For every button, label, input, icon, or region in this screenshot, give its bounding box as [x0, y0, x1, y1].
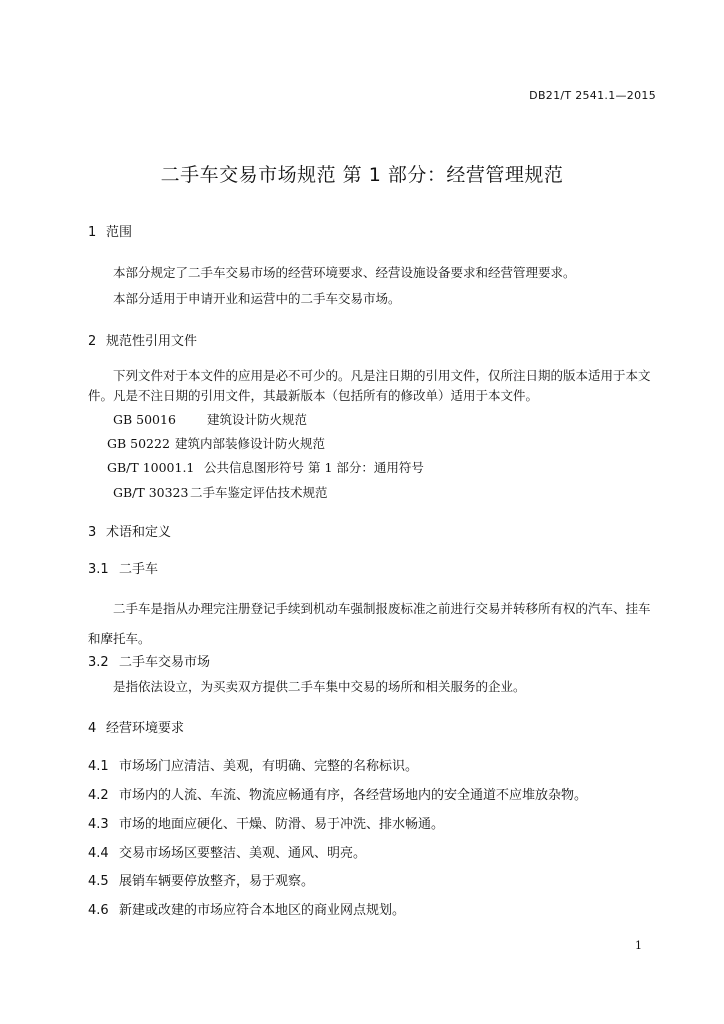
section-1-paragraph-1: 本部分规定了二手车交易市场的经营环境要求、经营设施设备要求和经营管理要求。: [113, 265, 576, 280]
term-title: 二手车交易市场: [119, 655, 211, 670]
reference-name: 建筑设计防火规范: [207, 412, 308, 427]
reference-name: 二手车鉴定评估技术规范: [190, 485, 328, 500]
clause-item: [88, 899, 405, 918]
section-4-heading: [88, 717, 184, 736]
section-title: 范围: [106, 225, 133, 240]
reference-name: 公共信息图形符号 第 1 部分：通用符号: [204, 460, 424, 475]
section-3-heading: [88, 521, 171, 540]
section-title: 经营环境要求: [106, 721, 185, 736]
section-number: 1: [88, 225, 97, 240]
reference-name: 建筑内部装修设计防火规范: [175, 436, 326, 451]
clause-text: 交易市场场区要整洁、美观、通风、明亮。: [119, 846, 367, 861]
section-number: 3: [88, 525, 97, 540]
reference-code: GB/T 30323: [113, 485, 189, 500]
clause-number: 4.4: [88, 846, 109, 861]
section-1-heading: [88, 221, 132, 240]
term-number: 3.1: [88, 562, 109, 577]
standard-number: DB21/T 2541.1—2015: [529, 89, 656, 102]
clause-number: 4.3: [88, 817, 109, 832]
clause-number: 4.2: [88, 788, 109, 803]
section-title: 规范性引用文件: [106, 334, 198, 349]
reference-item: [107, 434, 325, 452]
term-3-1-heading: [88, 558, 158, 577]
clause-item: [88, 813, 444, 832]
section-number: 2: [88, 334, 97, 349]
section-2-paragraph: 下列文件对于本文件的应用是必不可少的。凡是注日期的引用文件，仅所注日期的版本适用于本文件。凡是不注日期的引用文件，其最新版本（包括所有的修改单）适用于本文件。: [88, 368, 651, 403]
term-3-2-heading: [88, 651, 210, 670]
clause-item: [88, 755, 418, 774]
section-number: 4: [88, 721, 97, 736]
clause-item: [88, 784, 587, 803]
term-3-2-definition: 是指依法设立，为买卖双方提供二手车集中交易的场所和相关服务的企业。: [113, 679, 526, 694]
reference-item: [113, 410, 307, 428]
clause-number: 4.1: [88, 759, 109, 774]
page-number: 1: [635, 939, 642, 952]
term-3-1-definition: 二手车是指从办理完注册登记手续到机动车强制报废标准之前进行交易并转移所有权的汽车、挂车和摩托车。: [88, 601, 651, 646]
clause-text: 新建或改建的市场应符合本地区的商业网点规划。: [119, 903, 406, 918]
clause-number: 4.6: [88, 903, 109, 918]
document-title: 二手车交易市场规范 第 1 部分：经营管理规范: [160, 164, 564, 186]
clause-text: 市场内的人流、车流、物流应畅通有序，各经营场地内的安全通道不应堆放杂物。: [119, 788, 588, 803]
clause-item: [88, 870, 314, 889]
clause-text: 市场场门应清洁、美观，有明确、完整的名称标识。: [119, 759, 419, 774]
section-1-paragraph-2: 本部分适用于申请开业和运营中的二手车交易市场。: [113, 291, 401, 306]
clause-number: 4.5: [88, 874, 109, 889]
reference-item: [113, 483, 328, 501]
section-title: 术语和定义: [106, 525, 172, 540]
term-title: 二手车: [119, 562, 159, 577]
clause-item: [88, 842, 366, 861]
clause-text: 展销车辆要停放整齐，易于观察。: [119, 874, 315, 889]
reference-code: GB/T 10001.1: [107, 460, 195, 475]
term-number: 3.2: [88, 655, 109, 670]
reference-code: GB 50016: [113, 412, 176, 427]
reference-item: [107, 458, 424, 476]
section-2-heading: [88, 330, 197, 349]
reference-code: GB 50222: [107, 436, 170, 451]
clause-text: 市场的地面应硬化、干燥、防滑、易于冲洗、排水畅通。: [119, 817, 445, 832]
